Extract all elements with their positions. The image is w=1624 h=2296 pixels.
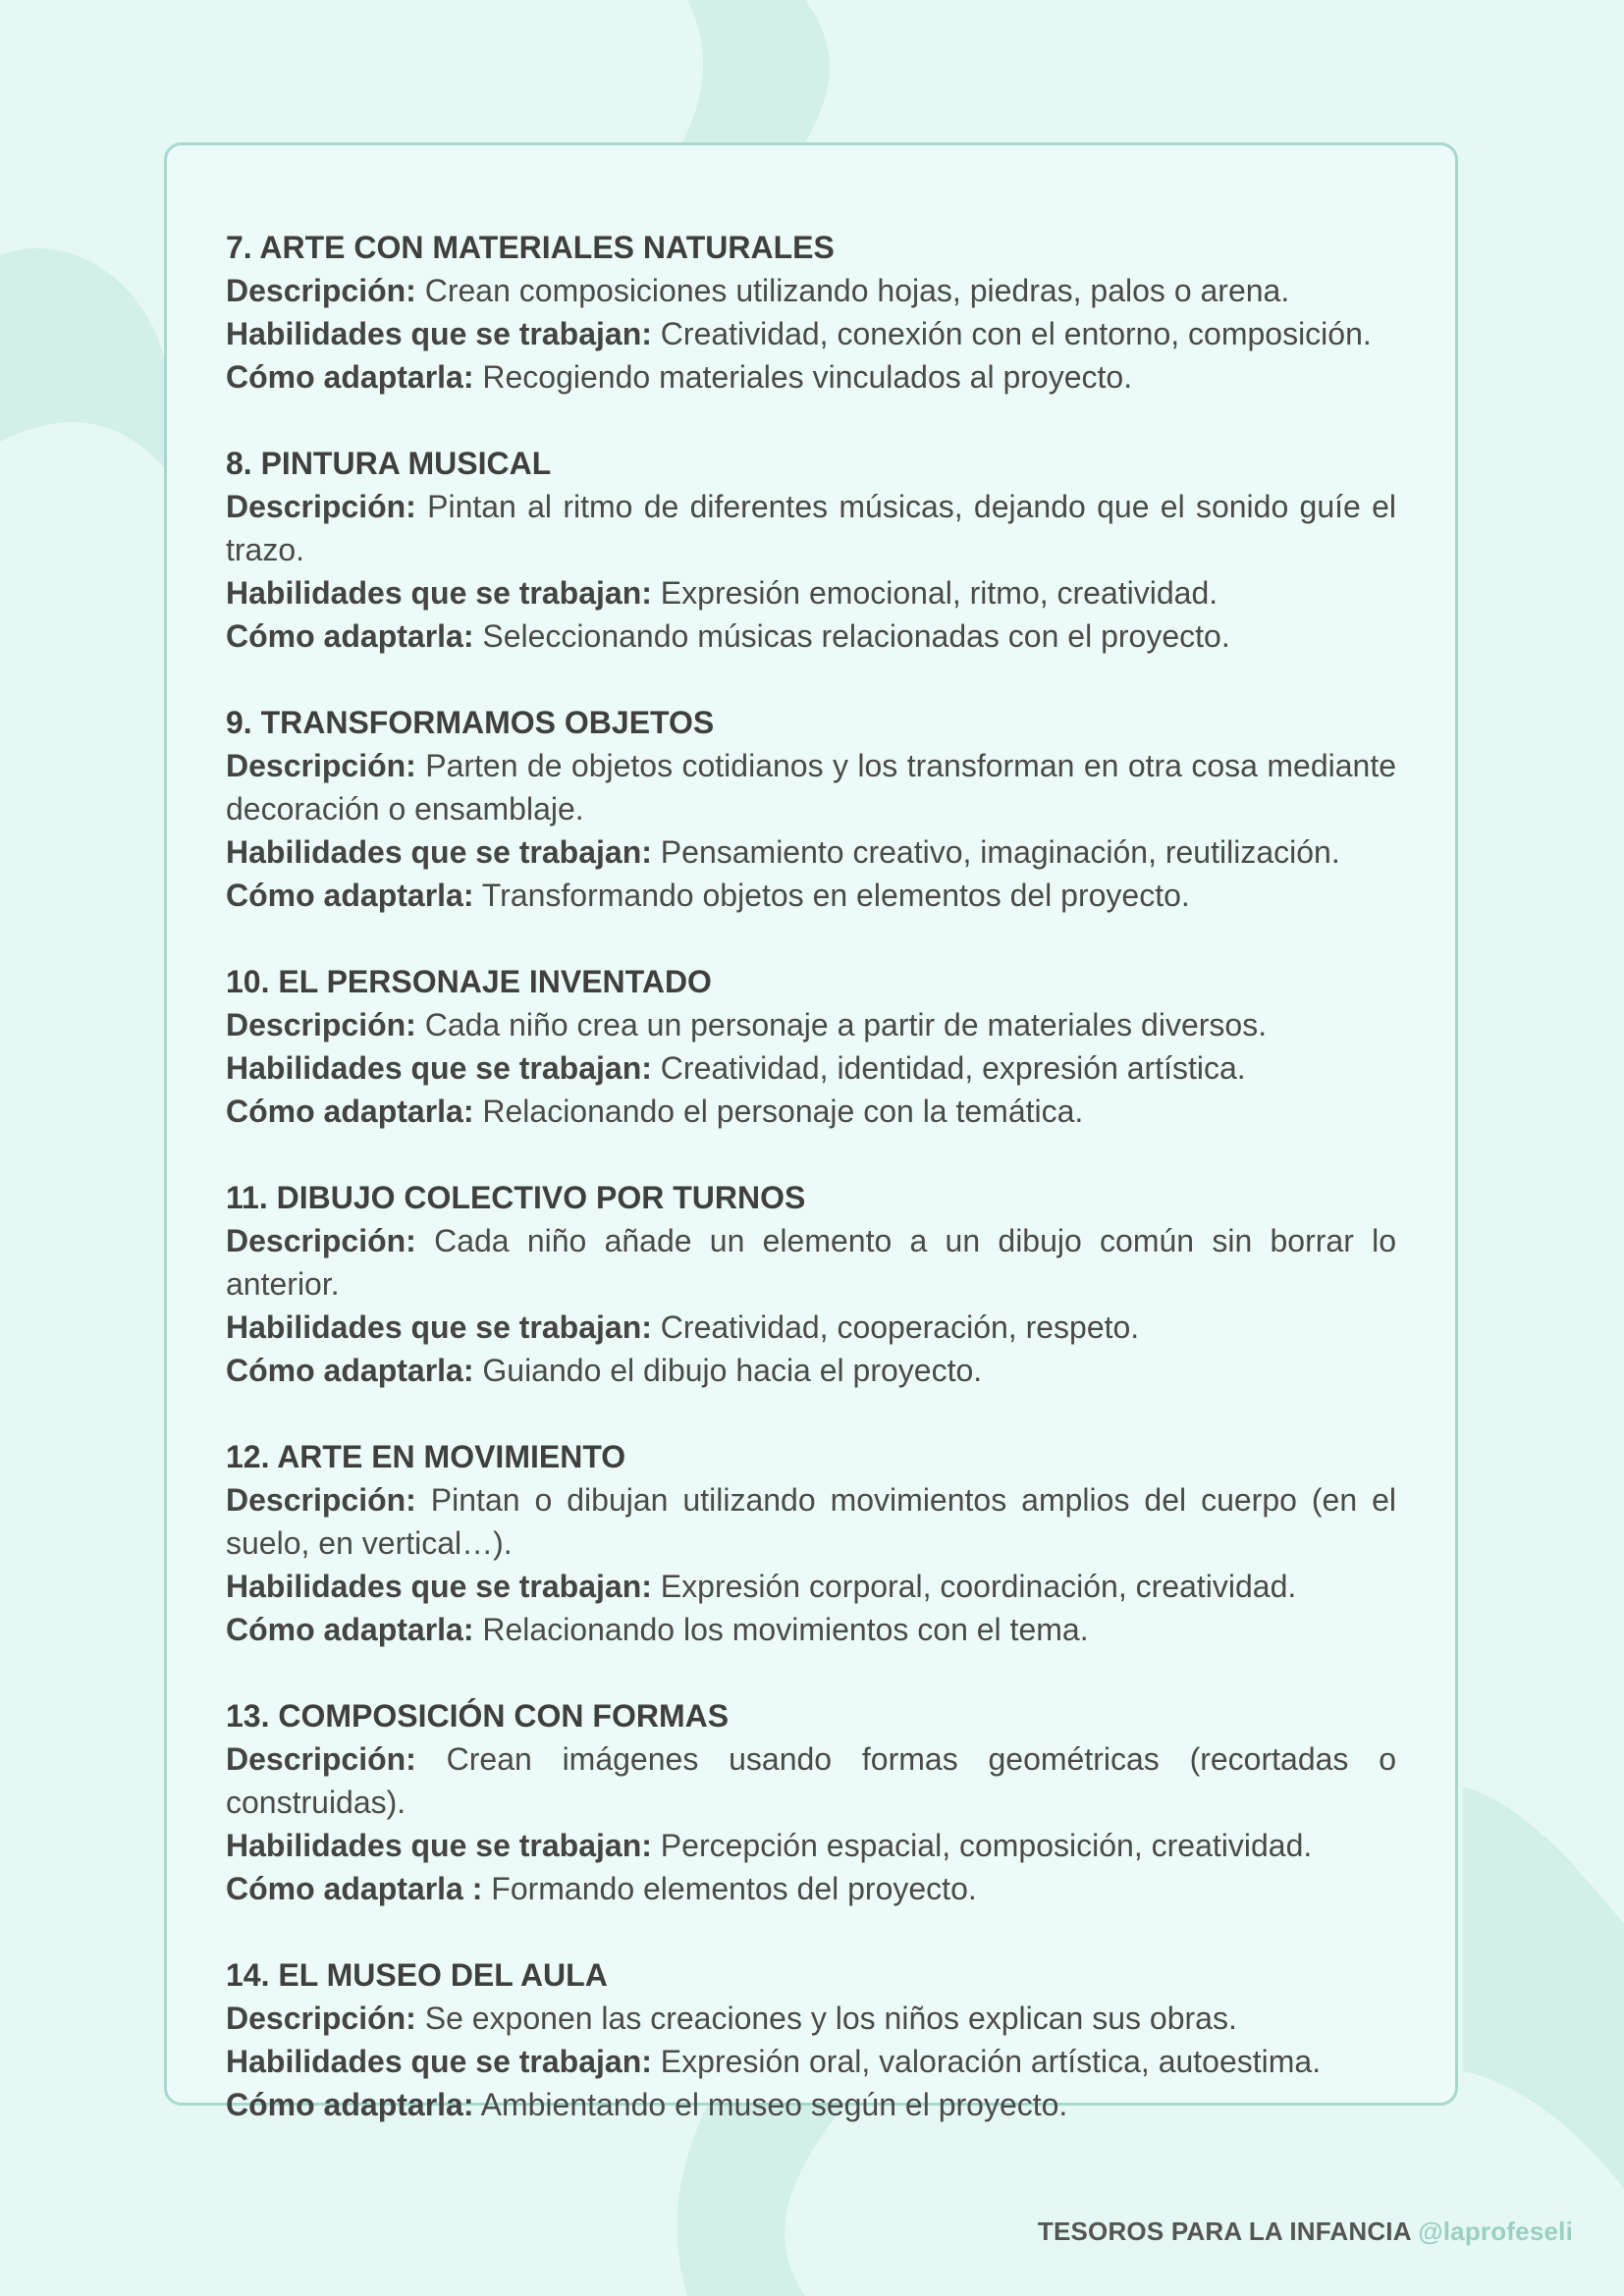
skills-text: Expresión emocional, ritmo, creatividad.	[660, 575, 1218, 611]
description-text: Se exponen las creaciones y los niños explican sus obras.	[424, 2001, 1237, 2036]
wave-shape-left	[0, 248, 167, 471]
skills-label: Habilidades que se trabajan:	[226, 1569, 652, 1604]
skills-text: Pensamiento creativo, imaginación, reutilización.	[660, 834, 1340, 870]
description-text: Pintan al ritmo de diferentes músicas, dejando que el sonido guíe el trazo.	[226, 489, 1396, 567]
activity-skills	[226, 312, 1396, 355]
activity-skills	[226, 1824, 1396, 1867]
description-label: Descripción:	[226, 1741, 416, 1777]
activity-title: 10. EL PERSONAJE INVENTADO	[226, 964, 712, 999]
activity-description	[226, 485, 1396, 571]
adaptation-label: Cómo adaptarla:	[226, 618, 474, 654]
activity-adaptation	[226, 874, 1396, 917]
description-label: Descripción:	[226, 1482, 416, 1518]
activity-skills	[226, 1306, 1396, 1349]
description-label: Descripción:	[226, 273, 416, 308]
activity-title: 9. TRANSFORMAMOS OBJETOS	[226, 705, 715, 740]
activity-item	[226, 1435, 1396, 1651]
page-footer	[1038, 2216, 1573, 2247]
skills-text: Creatividad, identidad, expresión artística.	[660, 1050, 1246, 1086]
skills-label: Habilidades que se trabajan:	[226, 834, 652, 870]
skills-label: Habilidades que se trabajan:	[226, 575, 652, 611]
activity-item	[226, 960, 1396, 1133]
adaptation-label: Cómo adaptarla:	[226, 1094, 474, 1129]
activity-item	[226, 1694, 1396, 1910]
description-text: Cada niño añade un elemento a un dibujo común sin borrar lo anterior.	[226, 1223, 1397, 1302]
skills-text: Expresión corporal, coordinación, creatividad.	[660, 1569, 1297, 1604]
activity-item	[226, 226, 1396, 399]
skills-text: Creatividad, conexión con el entorno, composición.	[660, 316, 1372, 351]
description-label: Descripción:	[226, 1223, 416, 1258]
adaptation-text: Ambientando el museo según el proyecto.	[480, 2087, 1068, 2122]
skills-text: Percepción espacial, composición, creatividad.	[660, 1828, 1313, 1863]
activity-description	[226, 1997, 1396, 2040]
description-label: Descripción:	[226, 1007, 416, 1042]
description-text: Crean imágenes usando formas geométricas (recortadas o construidas).	[226, 1741, 1397, 1820]
skills-label: Habilidades que se trabajan:	[226, 1828, 652, 1863]
description-text: Cada niño crea un personaje a partir de materiales diversos.	[424, 1007, 1268, 1042]
adaptation-text: Formando elementos del proyecto.	[491, 1871, 977, 1906]
activity-description	[226, 1478, 1396, 1565]
activity-description	[226, 1737, 1396, 1824]
activity-skills	[226, 830, 1396, 874]
activity-item	[226, 1953, 1396, 2126]
adaptation-label: Cómo adaptarla :	[226, 1871, 483, 1906]
skills-label: Habilidades que se trabajan:	[226, 1309, 652, 1345]
adaptation-label: Cómo adaptarla:	[226, 1612, 474, 1647]
description-label: Descripción:	[226, 748, 416, 783]
description-text: Parten de objetos cotidianos y los transforman en otra cosa mediante decoración o ensamblaje.	[226, 748, 1397, 827]
description-text: Crean composiciones utilizando hojas, piedras, palos o arena.	[424, 273, 1290, 308]
adaptation-label: Cómo adaptarla:	[226, 878, 474, 913]
content-card	[164, 142, 1458, 2122]
activity-description	[226, 744, 1396, 830]
adaptation-text: Transformando objetos en elementos del proyecto.	[481, 878, 1190, 913]
activity-adaptation	[226, 1090, 1396, 1133]
activity-item	[226, 701, 1396, 917]
activity-item	[226, 1176, 1396, 1392]
activity-adaptation	[226, 2083, 1396, 2126]
description-label: Descripción:	[226, 2001, 416, 2036]
skills-text: Creatividad, cooperación, respeto.	[660, 1309, 1140, 1345]
adaptation-label: Cómo adaptarla:	[226, 1353, 474, 1388]
adaptation-label: Cómo adaptarla:	[226, 2087, 474, 2122]
activity-skills	[226, 1565, 1396, 1608]
activity-adaptation	[226, 1867, 1396, 1910]
activity-skills	[226, 571, 1396, 614]
adaptation-text: Seleccionando músicas relacionadas con el proyecto.	[482, 618, 1230, 654]
activity-title: 11. DIBUJO COLECTIVO POR TURNOS	[226, 1180, 806, 1215]
activity-item	[226, 442, 1396, 658]
activity-adaptation	[226, 355, 1396, 399]
wave-shape-right	[1463, 1787, 1624, 2189]
activity-title: 12. ARTE EN MOVIMIENTO	[226, 1439, 626, 1474]
activity-title: 14. EL MUSEO DEL AULA	[226, 1957, 608, 1993]
activity-description	[226, 1003, 1396, 1046]
activity-description	[226, 269, 1396, 312]
description-label: Descripción:	[226, 489, 416, 524]
activity-adaptation	[226, 1608, 1396, 1651]
skills-label: Habilidades que se trabajan:	[226, 2044, 652, 2079]
description-text: Pintan o dibujan utilizando movimientos amplios del cuerpo (en el suelo, en vertical…).	[226, 1482, 1397, 1561]
skills-label: Habilidades que se trabajan:	[226, 316, 652, 351]
skills-text: Expresión oral, valoración artística, autoestima.	[660, 2044, 1322, 2079]
activity-adaptation	[226, 1349, 1396, 1392]
activity-title: 7. ARTE CON MATERIALES NATURALES	[226, 230, 835, 265]
wave-shape-bottom	[677, 2106, 844, 2296]
skills-label: Habilidades que se trabajan:	[226, 1050, 652, 1086]
activity-skills	[226, 1046, 1396, 1090]
footer-brand: TESOROS PARA LA INFANCIA	[1037, 2216, 1411, 2246]
adaptation-text: Recogiendo materiales vinculados al proyecto.	[482, 359, 1133, 395]
adaptation-text: Relacionando el personaje con la temática.	[482, 1094, 1084, 1129]
activity-description	[226, 1219, 1396, 1306]
adaptation-text: Relacionando los movimientos con el tema.	[482, 1612, 1089, 1647]
activity-adaptation	[226, 614, 1396, 658]
activity-title: 13. COMPOSICIÓN CON FORMAS	[226, 1698, 730, 1734]
footer-social-handle: @laprofeseli	[1418, 2216, 1573, 2246]
adaptation-text: Guiando el dibujo hacia el proyecto.	[482, 1353, 983, 1388]
activity-title: 8. PINTURA MUSICAL	[226, 446, 552, 481]
adaptation-label: Cómo adaptarla:	[226, 359, 474, 395]
activity-skills	[226, 2040, 1396, 2083]
